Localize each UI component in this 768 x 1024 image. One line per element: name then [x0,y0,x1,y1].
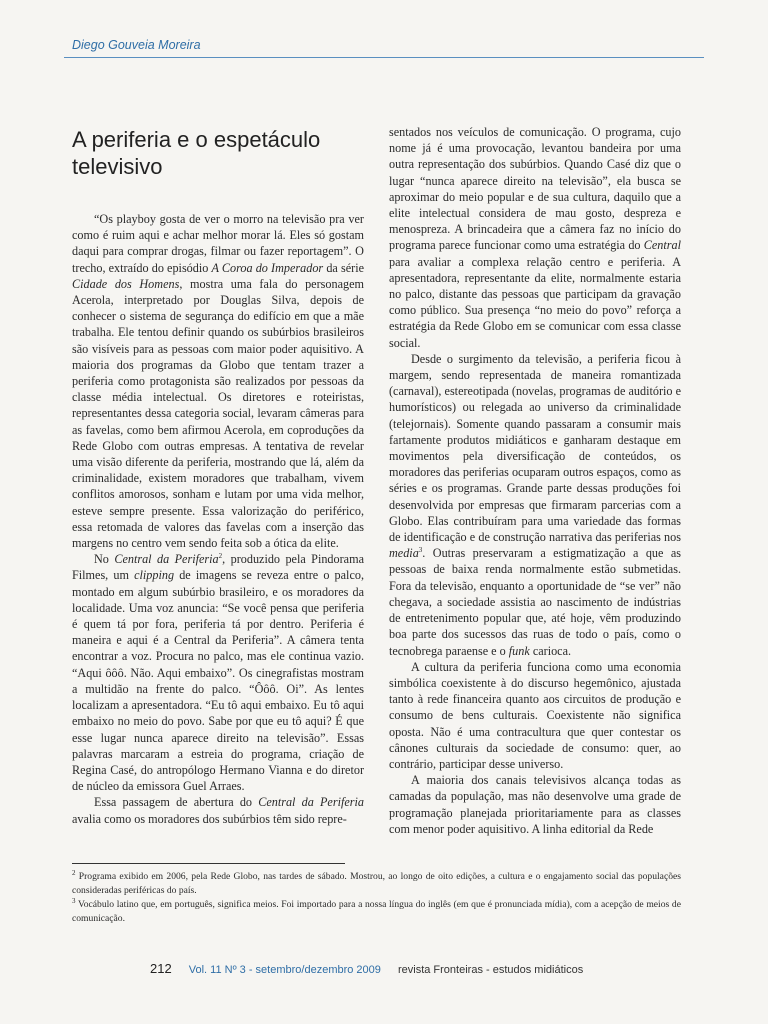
footnote: $^2$ Programa exibido em 2006, pela Rede Globo, nas tardes de sábado. Mostrou, ao longo de oito edições, a cultura e o engajamento social das populações consideradas periféricas do país. [72,868,681,896]
page-footer [150,961,583,976]
paragraph: A maioria dos canais televisivos alcança todas as camadas da população, mas não desenvolve uma grade de programação planejada prioritariamente para as classes com menor poder aquisitivo. A linha editorial da Rede [389,773,681,836]
paragraph: No Central da Periferia$^2$, produzido pela Pindorama Filmes, um clipping de imagens se reveza entre o palco, montado em algum subúrbio brasileiro, e os moradores da localidade. Uma voz anuncia: “Se você pensa que periferia é quem tá por fora, periferia tá por dentro. Periferia é maneira e aqui é a Central da Periferia”. A câmera tenta encontrar a voz. Procura no palco, mas ele continua vazio. “Aqui ôôô. Não. Aqui embaixo”. Os cinegrafistas mostram a multidão na frente do palco. “Ôôô. Oi”. As lentes localizam a apresentadora. “Eu tô aqui embaixo. Eu tô aqui embaixo no meio do povo. Sabe por que eu tô aqui? É que esse lugar nunca aparece direito na televisão”. Essas palavras marcaram a estreia do programa, criação de Regina Casé, do antropólogo Hermano Vianna e do diretor de núcleo da emissora Guel Arraes. [72,552,364,794]
paragraph: Essa passagem de abertura do Central da Periferia avalia como os moradores dos subúrbios têm sido repre- [72,795,364,826]
paragraph: sentados nos veículos de comunicação. O programa, cujo nome já é uma provocação, levantou bandeira por uma outra representação dos subúrbios. Quando Casé diz que o lugar “nunca aparece direito na televisão”, ela busca se aproximar do meio popular e de sua cultura, daquilo que a elite intelectual considera de mau gosto, despreza e menospreza. A brincadeira que a câmera faz no início do programa parece funcionar como uma estratégia do Central para avaliar a complexa relação centro e periferia. A apresentadora, representante da elite, normalmente estaria no palco, distante das pessoas que participam da gravação como público. Sua presença “no meio do povo” reforça a estratégia da Rede Globo em se comunicar com essa classe social. [389,125,681,350]
running-head-author: Diego Gouveia Moreira [72,38,201,52]
volume-info: Vol. 11 Nº 3 - setembro/dezembro 2009 [188,964,381,976]
paragraph: A cultura da periferia funciona como uma economia simbólica coexistente à do discurso hegemônico, ajustada tanto à rede financeira quanto aos circuitos de produção e consumo de bens culturais. Coexistente não significa oposta. Não é uma contracultura que quer contestar os cânones culturais da sociedade de consumo: quer, ao contrário, participar desse universo. [389,659,681,771]
footnote-ref[interactable]: 3 [418,546,423,555]
paragraph: Desde o surgimento da televisão, a periferia ficou à margem, sendo representada de maneira romantizada (carnaval), estereotipada (novelas, programas de auditório e humorísticos) ou relegada ao universo da criminalidade (telejornais). Somente quando passaram a consumir mais fartamente produtos midiáticos e ganharam destaque em movimentos pela diversificação de conteúdos, os moradores das periferias ocuparam outros espaços, como as séries e os programas. Grande parte dessas produções foi desenvolvida por empresas que firmaram parcerias com a Globo. Elas contribuíram para uma variedade das formas de identificação e de construção narrativa das periferias nos media$^3$. Outras preservaram a estigmatização a que as pessoas de baixa renda normalmente estão submetidas. Fora da televisão, enquanto a oportunidade de “se ver” não chegava, a sociedade assistia ao nascimento de indústrias de entretenimento popular que, até hoje, vêm produzindo boa parte dos sucessos das ruas de todo o país, como o tecnobrega paraense e o funk carioca. [389,351,681,658]
header-rule [64,57,704,58]
page-number: 212 [150,961,172,976]
text-column-left [72,211,364,827]
footnotes [72,870,681,926]
footnote: $^3$ Vocábulo latino que, em português, significa meios. Foi importado para a nossa língua do inglês (em que é pronunciada mídia), com a acepção de meios de comunicação. [72,896,681,924]
journal-name: revista Fronteiras - estudos midiáticos [397,964,584,976]
article-title: A periferia e o espetáculo televisivo [72,127,321,179]
footnote-rule [72,863,345,864]
footnote-ref[interactable]: 2 [218,552,223,561]
text-column-right [389,124,681,837]
paragraph: “Os playboy gosta de ver o morro na televisão pra ver como é ruim aqui e achar melhor morar lá. Eles só gostam daqui para comprar drogas, filmar ou fazer reportagem”. O trecho, extraído do episódio A Coroa do Imperador da série Cidade dos Homens, mostra uma fala do personagem Acerola, interpretado por Douglas Silva, depois de conhecer o sistema de segurança do edifício em que a mãe trabalha. Ele tentou definir quando os subúrbios brasileiros são visíveis para as pessoas com maior poder aquisitivo. A maioria dos programas da Globo que tentam trazer a periferia como protagonista são realizados por pessoas da classe média intelectual. Os diretores e roteiristas, representantes dessa categoria social, levaram câmeras para as favelas, como bem afirmou Acerola, em coproduções da Rede Globo com outras empresas. A tentativa de revelar uma visão diferente da periferia, mostrando que lá, além da criminalidade, existem moradores que trabalham, vivem conflitos amorosos, sonham e lutam por uma vida melhor, esteve sempre presente. Essa valorização do periférico, essa retomada de valores das favelas com a inserção das margens no centro vem sendo feita sob a ótica da elite. [72,212,364,551]
